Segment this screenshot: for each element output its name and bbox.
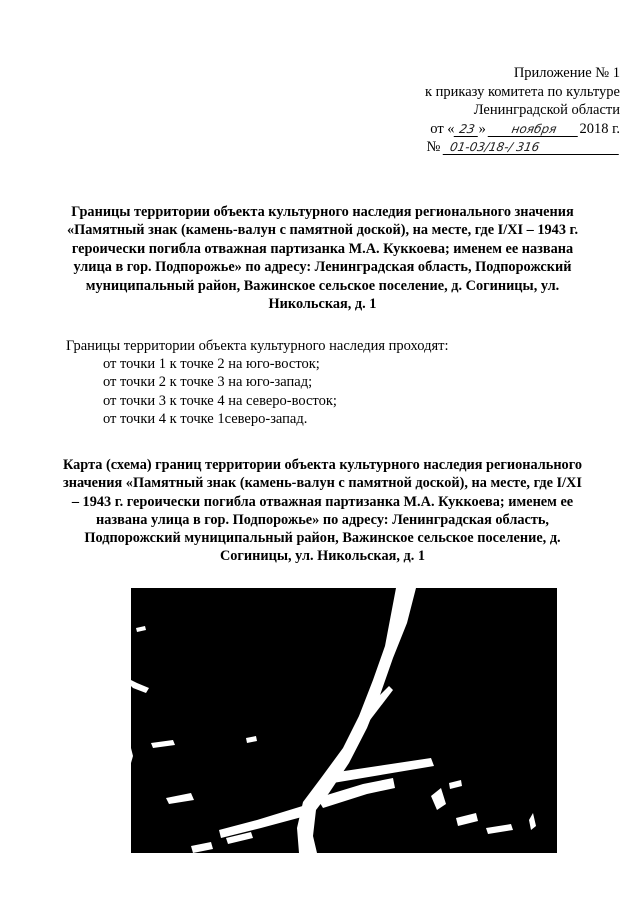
- boundaries-description: [66, 337, 449, 428]
- boundaries-intro: Границы территории объекта культурного наследия проходят:: [66, 338, 449, 354]
- appendix-title: Приложение № 1: [513, 65, 620, 81]
- boundary-segment-1: от точки 1 к точке 2 на юго-восток;: [103, 356, 320, 373]
- boundaries-heading: Границы территории объекта культурного наследия регионального значения «Памятный знак (камень-валун с памятной доской), на месте, где I/XI – 1943 г. героически погибла отважная партизанка М.А. Куккоева; именем ее названа улица в гор. Подпорожье» по адресу: Ленинградская область, Подпорожский муниципальный район, Важинское сельское поселение, д. Согиницы, ул. Никольская, д. 1: [66, 204, 579, 313]
- appendix-order-line: к приказу комитета по культуре: [424, 83, 620, 100]
- appendix-block: [380, 64, 620, 157]
- map-background: [131, 588, 557, 853]
- order-number-handwritten: 01-03/18-/ 316: [443, 140, 622, 155]
- date-month-handwritten: ноября: [488, 122, 581, 137]
- date-mid: »: [478, 120, 486, 137]
- map-scheme-image: [131, 588, 557, 853]
- appendix-region-line: Ленинградской области: [473, 102, 620, 118]
- map-heading: Карта (схема) границ территории объекта культурного наследия регионального значения «Памятный знак (камень-валун с памятной доской), на месте, где I/XI – 1943 г. героически погибла отважная партизанка М.А. Куккоева; именем ее названа улица в гор. Подпорожье» по адресу: Ленинградская область, Подпорожский муниципальный район, Важинское сельское поселение, д. Согиницы, ул. Никольская, д. 1: [62, 457, 582, 565]
- date-year: 2018 г.: [579, 120, 620, 137]
- date-prefix: от «: [430, 120, 455, 137]
- appendix-date-line: [380, 120, 620, 139]
- appendix-number-line: [380, 138, 620, 157]
- number-prefix: №: [426, 139, 441, 155]
- boundary-segment-3: от точки 3 к точке 4 на северо-восток;: [103, 392, 337, 409]
- boundary-segment-2: от точки 2 к точке 3 на юго-запад;: [103, 374, 313, 391]
- map-graphic: [131, 588, 557, 853]
- date-day-handwritten: 23: [453, 122, 480, 137]
- boundary-segment-4: от точки 4 к точке 1северо-запад.: [103, 410, 308, 427]
